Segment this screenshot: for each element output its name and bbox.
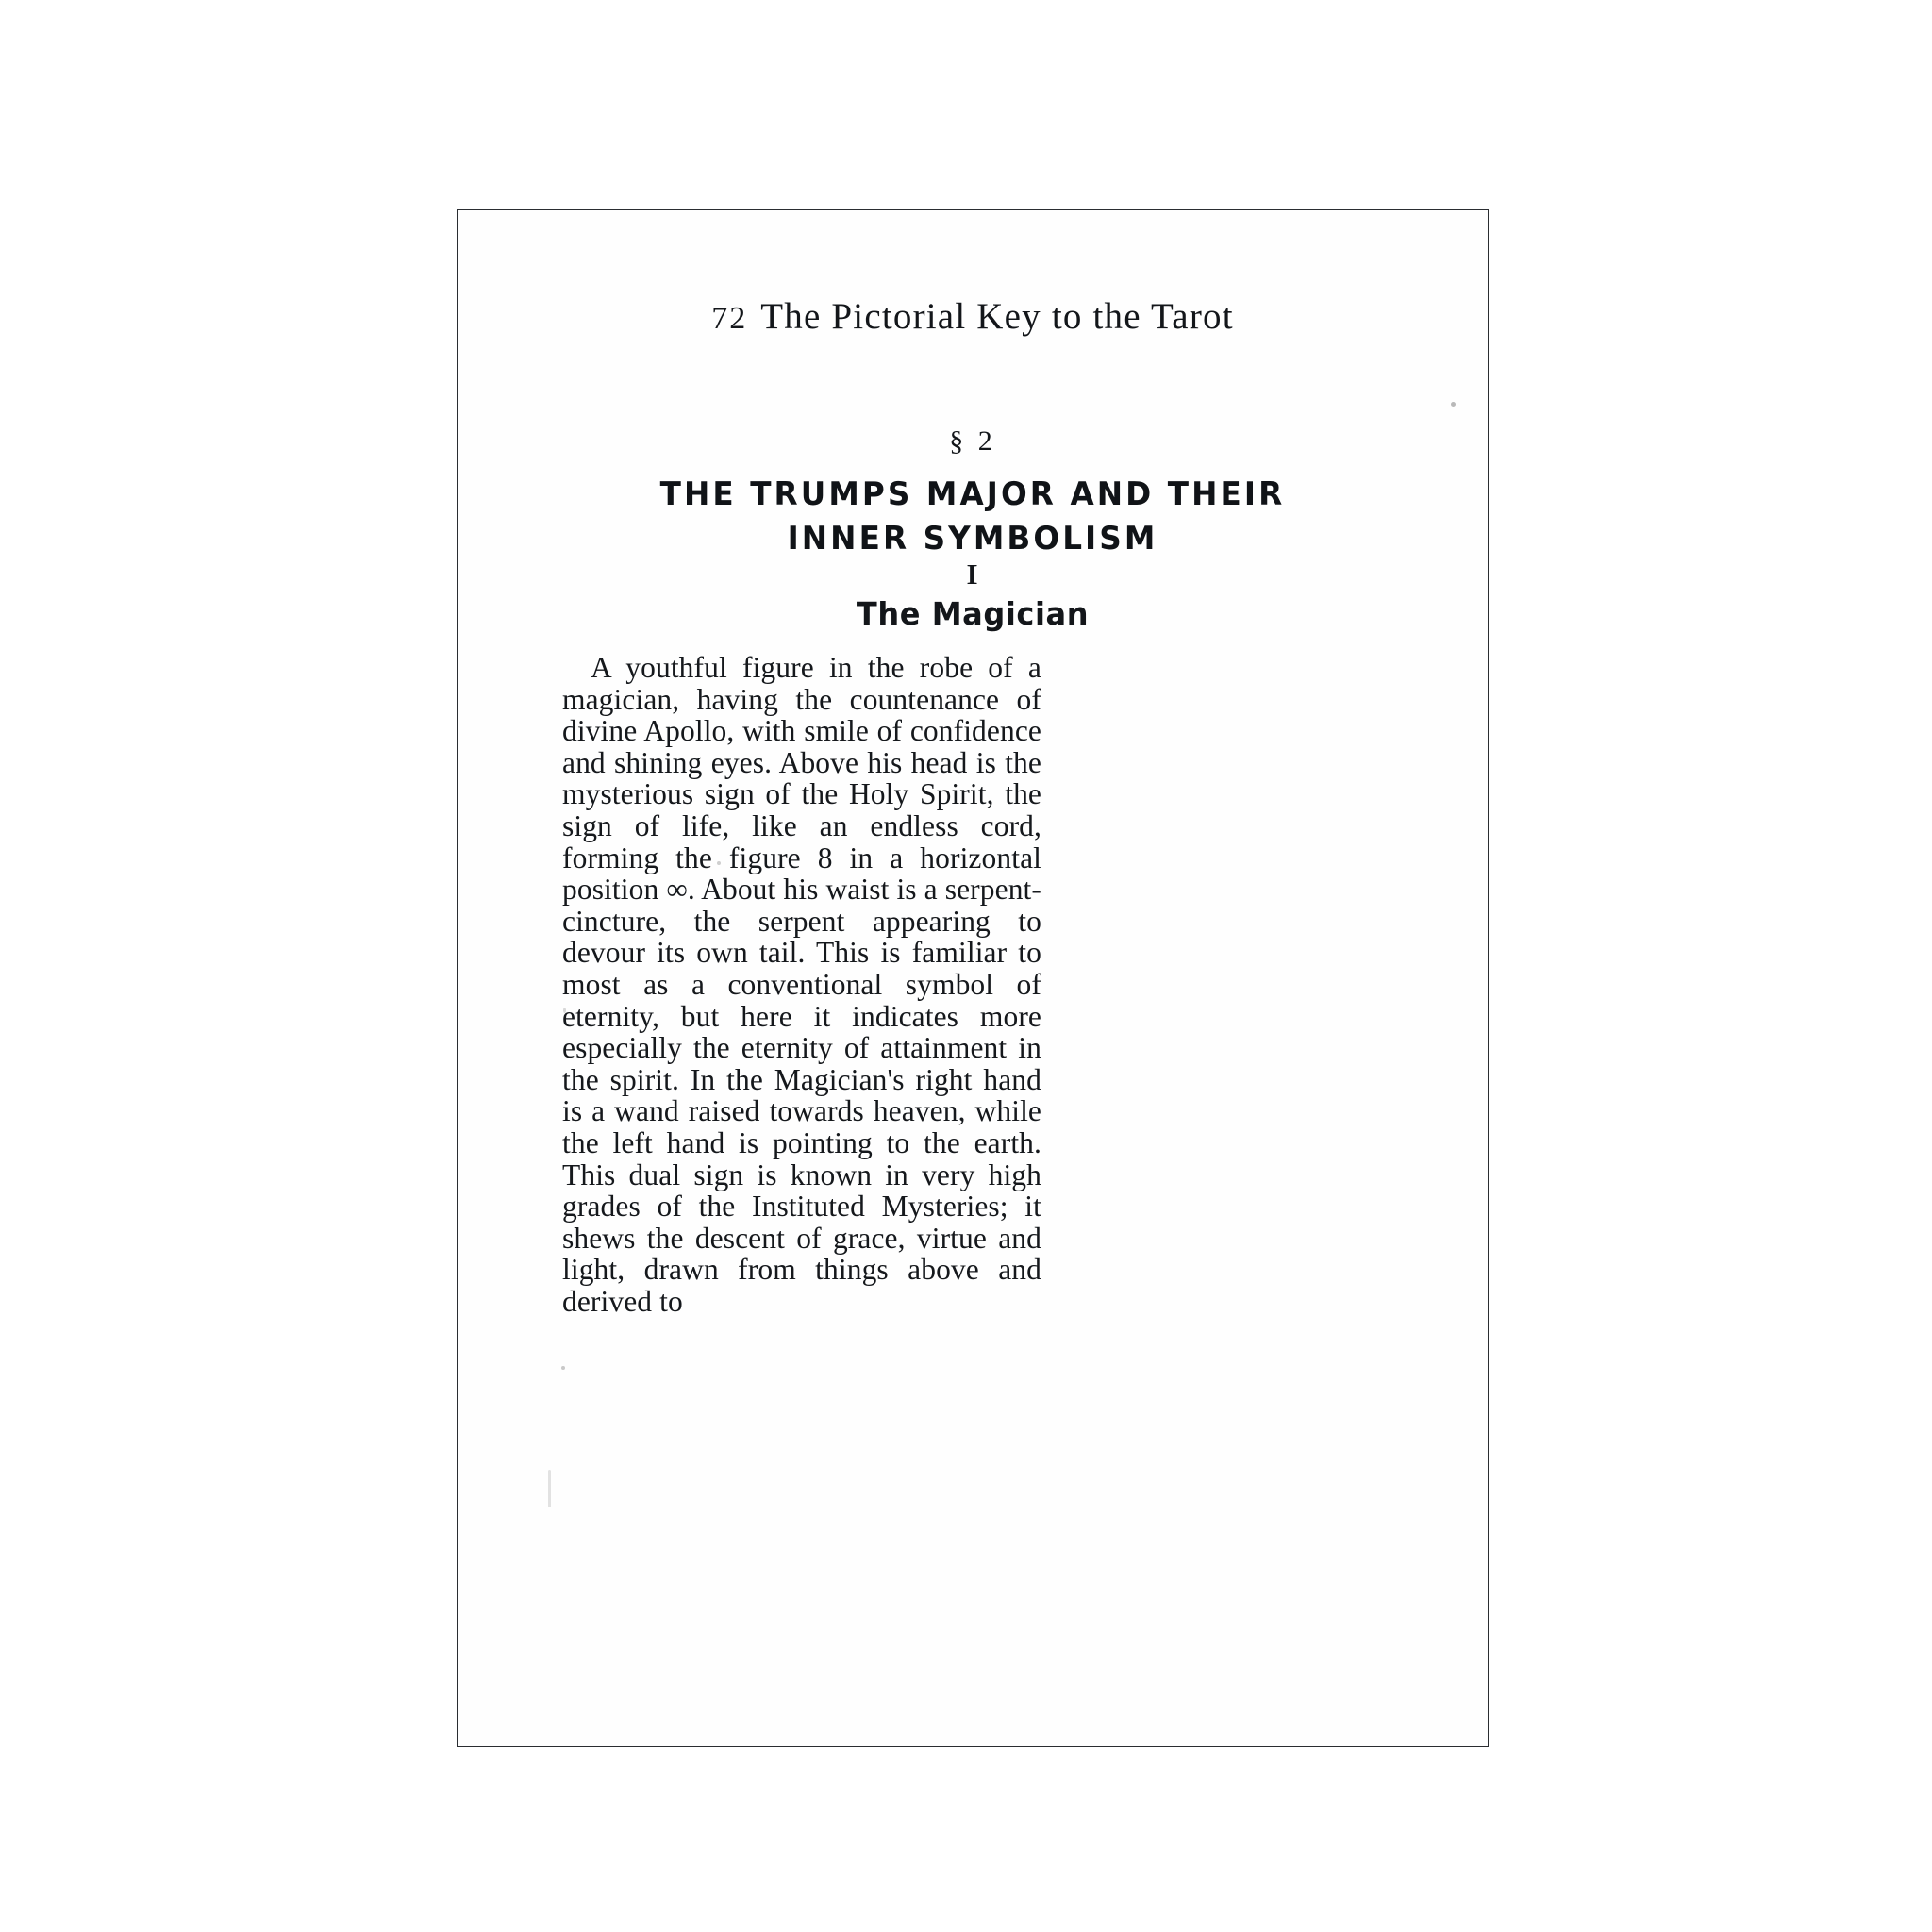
running-head-title: The Pictorial Key to the Tarot [760,296,1234,337]
page-number: 72 [711,301,748,336]
scanned-book-page [457,209,1489,1747]
page-content [458,210,1488,1746]
body-paragraph: A youthful figure in the robe of a magician, having the countenance of divine Apollo, with smile of confidence and shining eyes. Above his head is the mysterious sign of the Holy Spirit, the sign of life, like an endless cord, forming the figure 8 in a horizontal position ∞. About his waist is a serpent-cincture, the serpent appearing to devour its own tail. This is familiar to most as a conventional symbol of eternity, but here it indicates more especially the eternity of attainment in the spirit. In the Magician's right hand is a wand raised towards heaven, while the left hand is pointing to the earth. This dual sign is known in very high grades of the Instituted Mysteries; it shews the descent of grace, virtue and light, drawn from things above and derived to [562,651,1041,1318]
section-heading-line-1: THE TRUMPS MAJOR AND THEIR [659,475,1286,513]
card-numeral: I [966,558,979,591]
section-mark: § 2 [949,425,996,457]
section-heading [478,473,1467,561]
section-heading-line-2: INNER SYMBOLISM [787,520,1158,558]
card-title: The Magician [856,595,1090,632]
running-head [458,295,1488,338]
body-text-block [562,652,1041,1317]
